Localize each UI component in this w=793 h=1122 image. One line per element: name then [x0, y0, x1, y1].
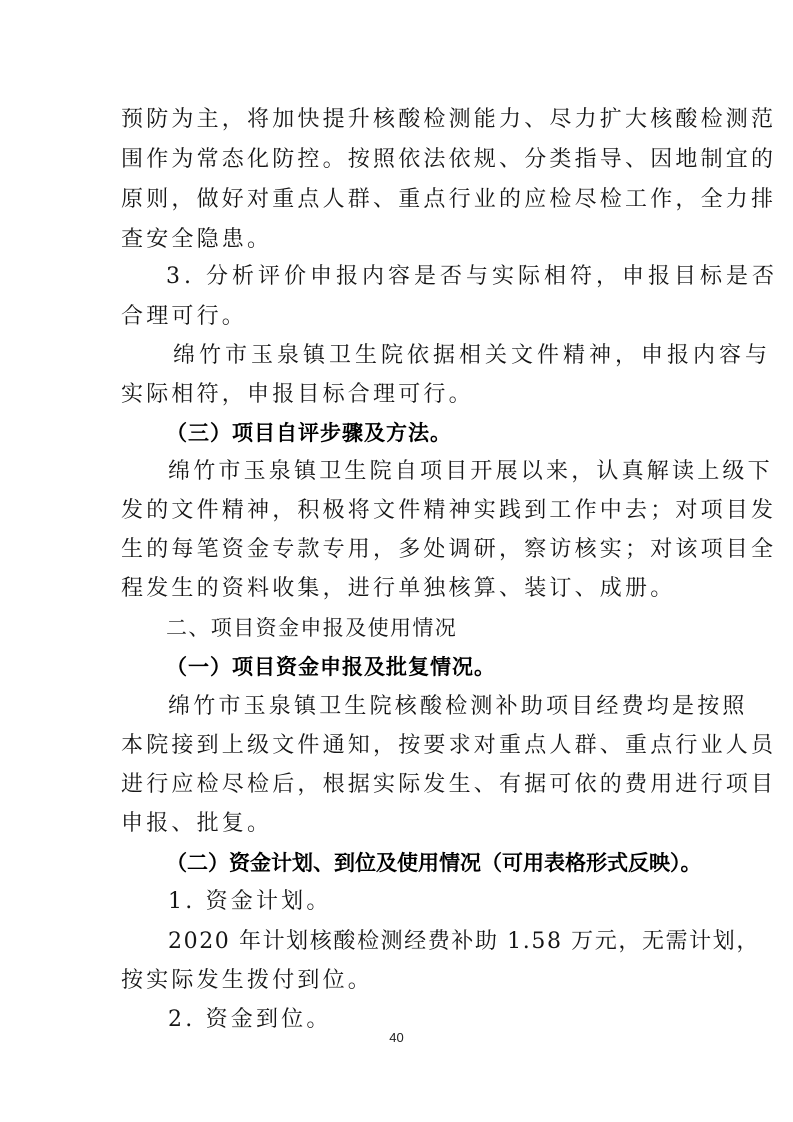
paragraph-line: 合理可行。 — [121, 304, 248, 329]
paragraph-line: 进行应检尽检后，根据实际发生、有据可依的费用进行项目 — [121, 772, 777, 797]
paragraph-line: 绵竹市玉泉镇卫生院自项目开展以来，认真解读上级下 — [168, 459, 773, 484]
paragraph-line: 按实际发生拨付到位。 — [121, 968, 374, 993]
section-heading: （一）项目资金申报及批复情况。 — [166, 655, 496, 679]
paragraph-line: 发的文件精神，积极将文件精神实践到工作中去；对项目发 — [121, 498, 777, 523]
paragraph-line: 程发生的资料收集，进行单独核算、装订、成册。 — [121, 576, 676, 601]
paragraph-line: 3. 分析评价申报内容是否与实际相符，申报目标是否 — [166, 264, 778, 289]
section-heading: （二）资金计划、到位及使用情况（可用表格形式反映）。 — [166, 851, 702, 875]
page-number: 40 — [389, 1030, 404, 1045]
section-heading: 二、项目资金申报及使用情况 — [166, 616, 458, 640]
paragraph-line: 申报、批复。 — [121, 811, 273, 836]
paragraph-line: 查安全隐患。 — [121, 227, 273, 252]
paragraph-line: 本院接到上级文件通知，按要求对重点人群、重点行业人员 — [121, 733, 777, 758]
paragraph-line: 绵竹市玉泉镇卫生院依据相关文件精神，申报内容与 — [173, 343, 772, 368]
paragraph-line: 原则，做好对重点人群、重点行业的应检尽检工作，全力排 — [121, 187, 777, 212]
paragraph-line: 2020 年计划核酸检测经费补助 1.58 万元，无需计划， — [168, 929, 760, 954]
section-heading: （三）项目自评步骤及方法。 — [166, 421, 452, 445]
paragraph-line: 实际相符，申报目标合理可行。 — [121, 382, 474, 407]
paragraph-line: 生的每笔资金专款专用，多处调研，察访核实；对该项目全 — [121, 537, 777, 562]
paragraph-line: 1. 资金计划。 — [168, 889, 332, 914]
paragraph-line: 2. 资金到位。 — [168, 1007, 332, 1032]
paragraph-line: 绵竹市玉泉镇卫生院核酸检测补助项目经费均是按照 — [168, 694, 748, 719]
paragraph-line: 预防为主，将加快提升核酸检测能力、尽力扩大核酸检测范 — [121, 107, 777, 132]
paragraph-line: 围作为常态化防控。按照依法依规、分类指导、因地制宜的 — [121, 147, 777, 172]
